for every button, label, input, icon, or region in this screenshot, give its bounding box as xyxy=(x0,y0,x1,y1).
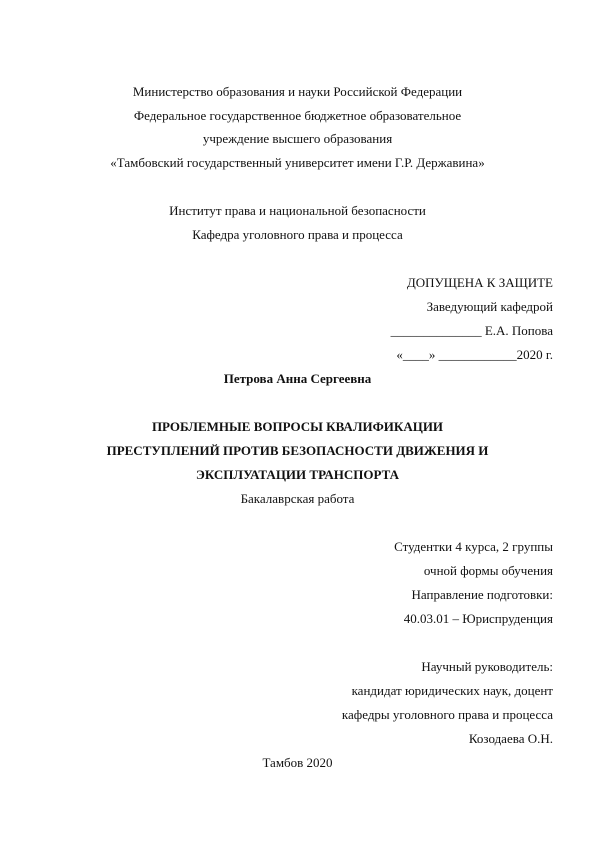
student-form: очной формы обучения xyxy=(423,563,553,578)
supervisor-department: кафедры уголовного права и процесса xyxy=(341,707,553,722)
supervisor-name: Козодаева О.Н. xyxy=(468,731,553,746)
approval-position: Заведующий кафедрой xyxy=(426,299,553,314)
approval-title: ДОПУЩЕНА К ЗАЩИТЕ xyxy=(406,275,553,290)
work-type: Бакалаврская работа xyxy=(240,491,355,506)
university-name: «Тамбовский государственный университет имени Г.Р. Державина» xyxy=(110,155,485,170)
student-direction-code: 40.03.01 – Юриспруденция xyxy=(403,611,553,626)
supervisor-label: Научный руководитель: xyxy=(421,659,553,674)
institution-line-1: Федеральное государственное бюджетное образовательное xyxy=(133,108,462,123)
institution-line-2: учреждение высшего образования xyxy=(202,131,393,146)
approval-date: «____» ____________2020 г. xyxy=(396,347,553,362)
work-title-line-2: ПРЕСТУПЛЕНИЙ ПРОТИВ БЕЗОПАСНОСТИ ДВИЖЕНИЯ И xyxy=(106,443,489,458)
institute-name: Институт права и национальной безопасности xyxy=(169,203,426,218)
supervisor-degree: кандидат юридических наук, доцент xyxy=(351,683,553,698)
student-course: Студентки 4 курса, 2 группы xyxy=(394,539,553,554)
author-name: Петрова Анна Сергеевна xyxy=(223,371,372,386)
approval-signature: ______________ Е.А. Попова xyxy=(390,323,553,338)
ministry-line: Министерство образования и науки Российской Федерации xyxy=(132,84,463,99)
city-year: Тамбов 2020 xyxy=(262,755,333,770)
work-title-line-1: ПРОБЛЕМНЫЕ ВОПРОСЫ КВАЛИФИКАЦИИ xyxy=(151,419,444,434)
student-direction-label: Направление подготовки: xyxy=(411,587,553,602)
department-name: Кафедра уголовного права и процесса xyxy=(192,227,403,242)
work-title-line-3: ЭКСПЛУАТАЦИИ ТРАНСПОРТА xyxy=(196,467,399,482)
